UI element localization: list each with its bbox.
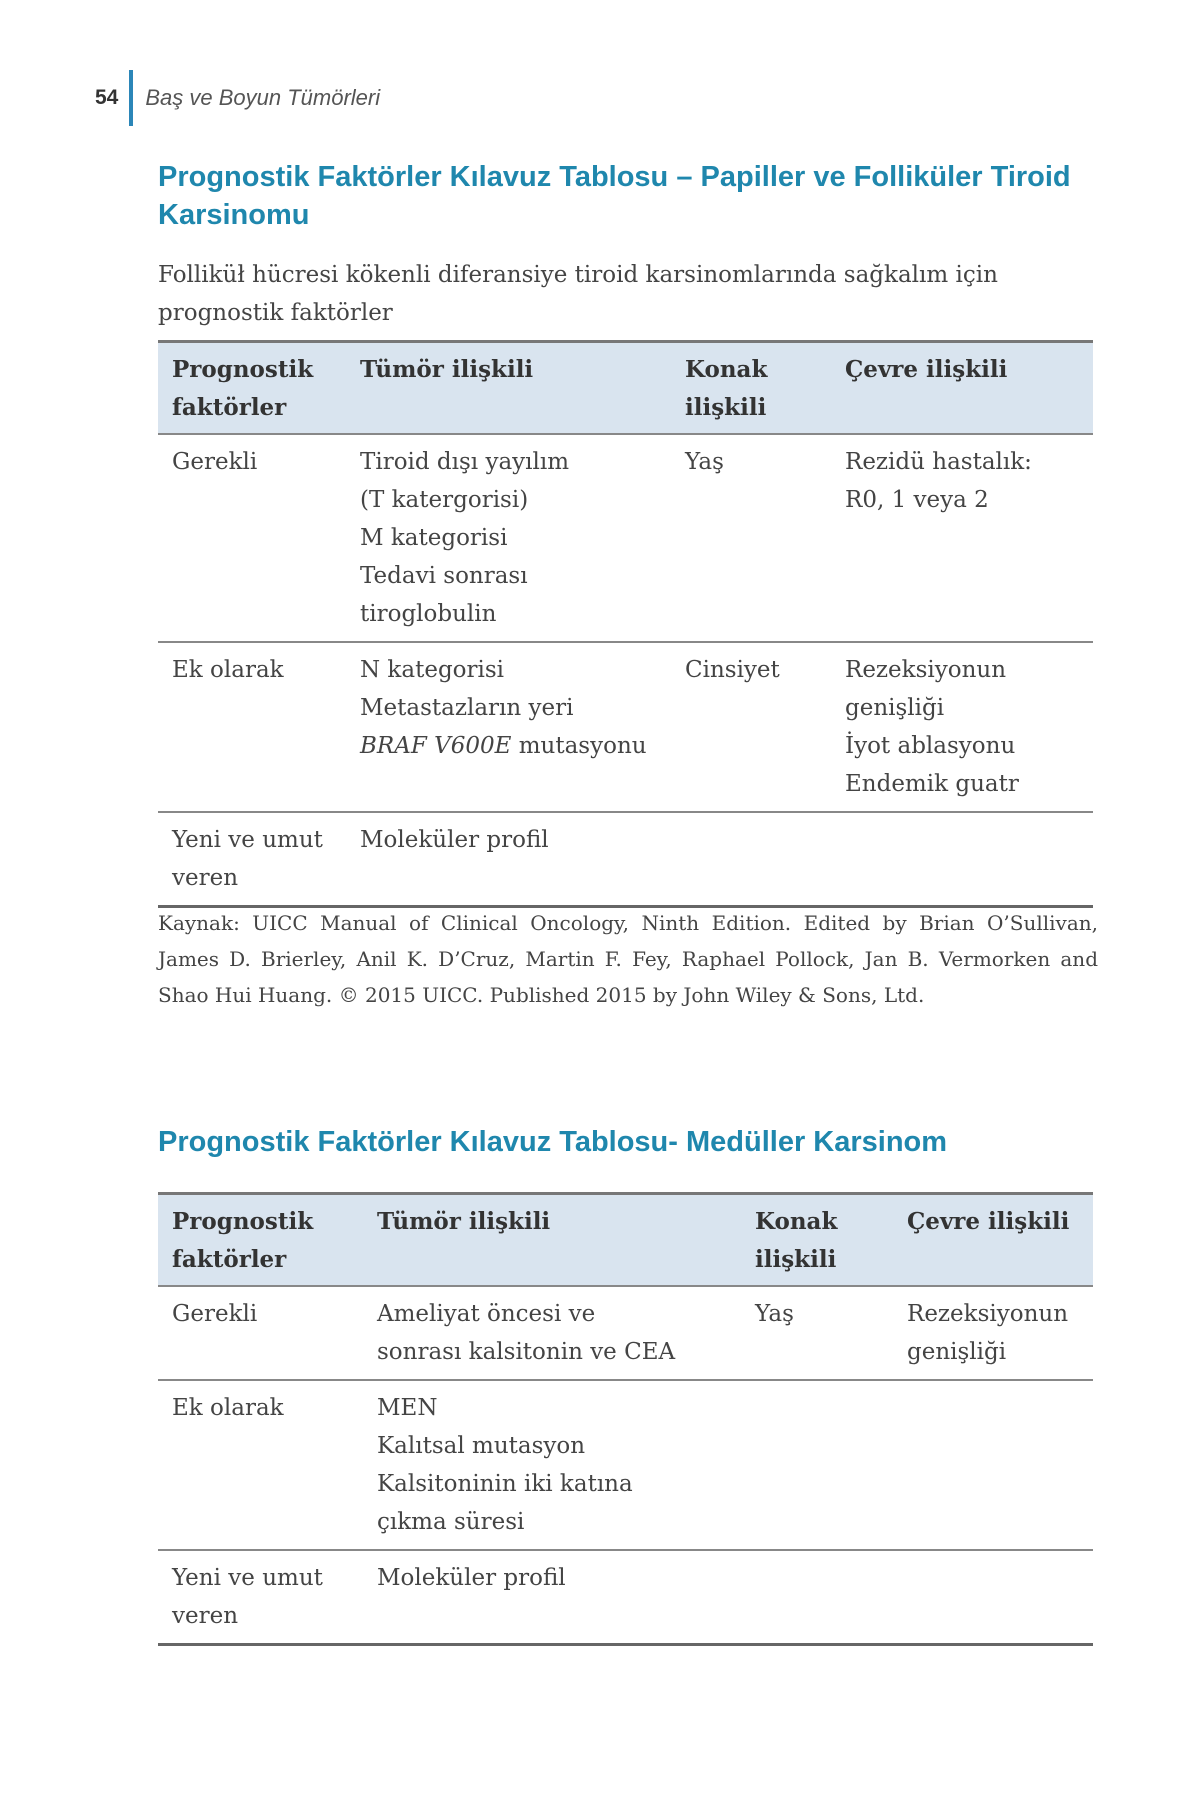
table-papillary-follicular [158,340,1093,908]
table-header-row [158,342,1093,435]
cell-line: tiroglobulin [360,601,497,627]
cell-host [741,1550,893,1645]
cell-factor: Yeni ve umut veren [172,1565,323,1629]
cell-line: çıkma süresi [377,1509,525,1535]
section1-intro: Folliküł hücresi kökenli diferansiye tiroid karsinomlarında sağkalım için prognostik faktörler [158,262,998,326]
cell-line: Metastazların yeri [360,695,574,721]
section1-title: Prognostik Faktörler Kılavuz Tablosu – Papiller ve Folliküler Tiroid Karsinomu [158,161,1071,231]
cell-line: Endemik guatr [845,771,1019,797]
table-header-row [158,1194,1093,1287]
gene-suffix: mutasyonu [511,733,647,759]
cell-line: Kalıtsal mutasyon [377,1433,586,1459]
column-header-environment: Çevre ilişkili [893,1194,1093,1287]
section2-title: Prognostik Faktörler Kılavuz Tablosu- Medüller Karsinom [158,1126,948,1158]
column-header-host: Konak ilişkili [671,342,831,435]
cell-tumor [346,434,671,642]
cell-environment [893,1380,1093,1550]
cell-host [741,1380,893,1550]
cell-line: Moleküler profil [360,827,549,853]
cell-line: Rezidü hastalık: [845,449,1032,475]
cell-tumor [363,1380,741,1550]
table-row [158,1380,1093,1550]
cell-factor: Yeni ve umut veren [172,827,323,891]
cell-line: İyot ablasyonu [845,733,1016,759]
cell-environment [893,1550,1093,1645]
cell-factor: Gerekli [172,1301,258,1327]
cell-line: Ameliyat öncesi ve [377,1301,596,1327]
cell-host: Cinsiyet [685,657,780,683]
cell-tumor [363,1550,741,1645]
cell-line: Kalsitoninin iki katına [377,1471,633,1497]
cell-host: Yaş [755,1301,794,1327]
cell-environment [893,1286,1093,1380]
cell-environment [831,642,1093,812]
cell-tumor [363,1286,741,1380]
cell-line: MEN [377,1395,438,1421]
running-head [95,70,380,126]
column-header-factors: Prognostik faktörler [158,1194,363,1287]
column-header-host: Konak ilişkili [741,1194,893,1287]
table-row [158,434,1093,642]
cell-host [671,812,831,907]
cell-line: sonrası kalsitonin ve CEA [377,1339,676,1365]
cell-line: Moleküler profil [377,1565,566,1591]
cell-line: M kategorisi [360,525,508,551]
cell-factor: Gerekli [172,449,258,475]
running-title: Baş ve Boyun Tümörleri [145,85,381,110]
source-citation: Kaynak: UICC Manual of Clinical Oncology, Ninth Edition. Edited by Brian O’Sullivan, James D. Brierley, Anil K. D’Cruz, Martin F. Fey, Raphael Pollock, Jan B. Vermorken and Shao Hui Huang. © 2015 UICC. Published 2015 by John Wiley & Sons, Ltd. [158,911,1098,1007]
cell-line: Tiroid dışı yayılım [360,449,570,475]
table-row [158,1550,1093,1645]
cell-line: Tedavi sonrası [360,563,528,589]
cell-tumor [346,642,671,812]
gene-name: BRAF V600E [360,733,512,759]
cell-line: genişliği [845,695,945,721]
column-header-environment: Çevre ilişkili [831,342,1093,435]
cell-environment [831,812,1093,907]
table-medullary [158,1192,1093,1646]
column-header-tumor: Tümör ilişkili [363,1194,741,1287]
page-number: 54 [95,86,119,109]
cell-line: N kategorisi [360,657,505,683]
cell-line: Rezeksiyonun [907,1301,1069,1327]
cell-line-gene [360,727,661,765]
table-row [158,812,1093,907]
cell-factor: Ek olarak [172,1395,284,1421]
cell-line: Rezeksiyonun [845,657,1007,683]
cell-factor: Ek olarak [172,657,284,683]
column-header-factors: Prognostik faktörler [158,342,346,435]
cell-line: genişliği [907,1339,1007,1365]
column-header-tumor: Tümör ilişkili [346,342,671,435]
cell-host: Yaş [685,449,724,475]
table-row [158,1286,1093,1380]
cell-line: R0, 1 veya 2 [845,487,989,513]
table-row [158,642,1093,812]
cell-tumor [346,812,671,907]
cell-line: (T katergorisi) [360,487,529,513]
cell-environment [831,434,1093,642]
